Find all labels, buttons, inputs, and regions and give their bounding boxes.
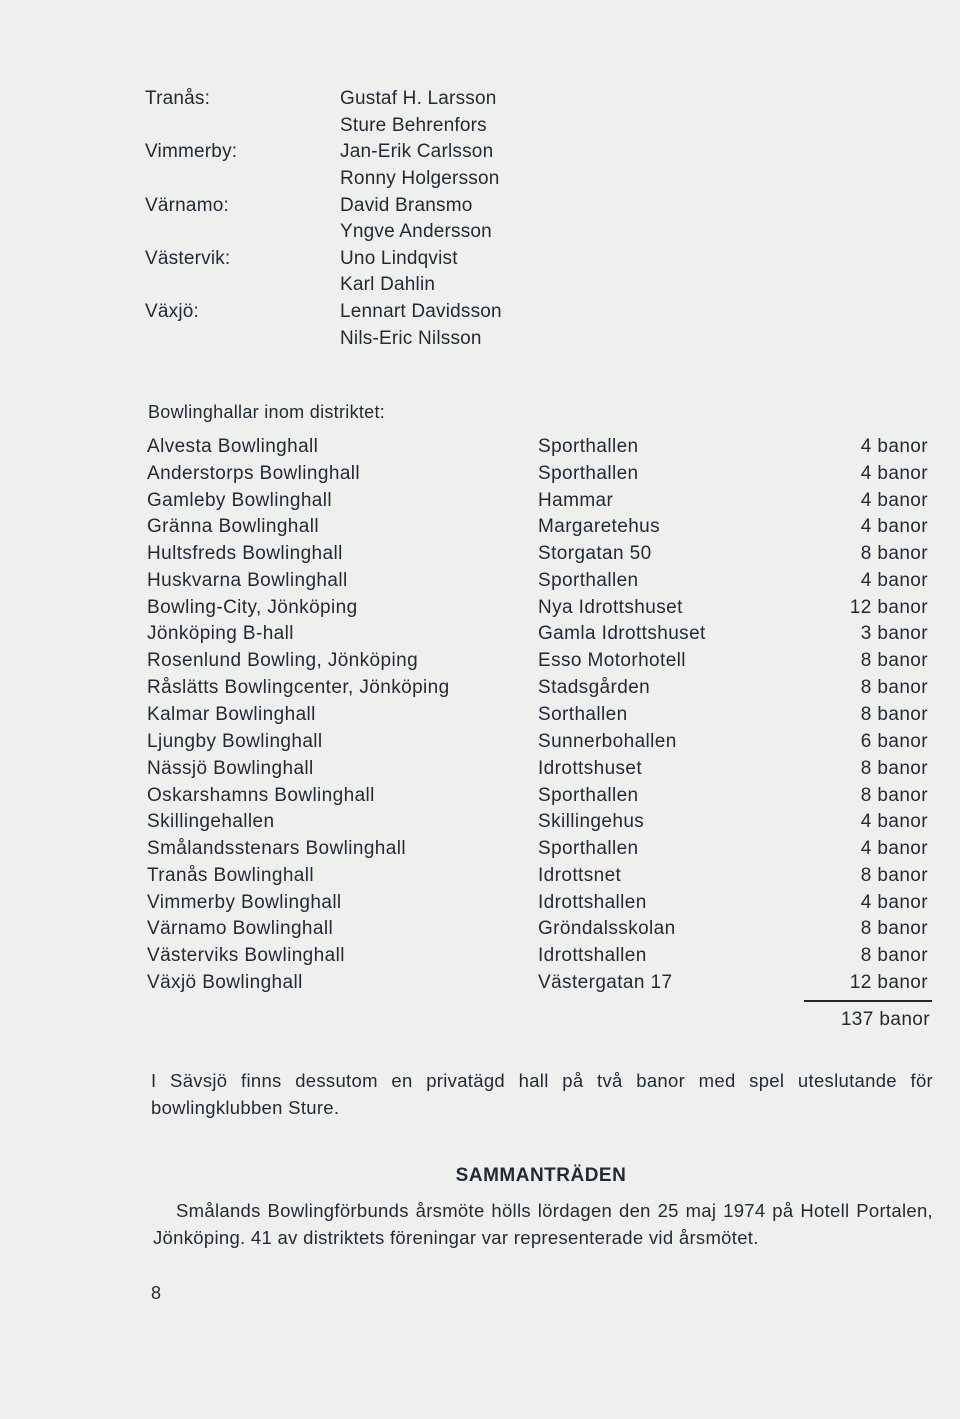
hall-row xyxy=(0,436,960,463)
hall-lanes: 12 banor xyxy=(849,597,928,618)
hall-lanes: 8 banor xyxy=(860,650,928,671)
hall-row xyxy=(0,650,960,677)
hall-name: Huskvarna Bowlinghall xyxy=(147,570,348,591)
hall-lanes: 12 banor xyxy=(849,972,928,993)
hall-lanes: 4 banor xyxy=(860,436,928,457)
hall-name: Växjö Bowlinghall xyxy=(147,972,303,993)
hall-lanes: 4 banor xyxy=(860,570,928,591)
hall-row xyxy=(0,892,960,919)
hall-name: Gamleby Bowlinghall xyxy=(147,490,333,511)
hall-name: Skillingehallen xyxy=(147,811,275,832)
hall-lanes: 8 banor xyxy=(860,543,928,564)
hall-lanes: 6 banor xyxy=(860,731,928,752)
hall-venue: Sporthallen xyxy=(538,838,639,859)
hall-name: Västerviks Bowlinghall xyxy=(147,945,345,966)
hall-name: Vimmerby Bowlinghall xyxy=(147,892,342,913)
hall-lanes: 4 banor xyxy=(860,892,928,913)
hall-row xyxy=(0,570,960,597)
hall-name: Gränna Bowlinghall xyxy=(147,516,319,537)
hall-venue: Skillingehus xyxy=(538,811,645,832)
hall-lanes: 8 banor xyxy=(860,785,928,806)
hall-venue: Idrottsnet xyxy=(538,865,622,886)
hall-venue: Sporthallen xyxy=(538,436,639,457)
hall-venue: Idrottshuset xyxy=(538,758,643,779)
hall-row xyxy=(0,731,960,758)
hall-venue: Västergatan 17 xyxy=(538,972,673,993)
hall-name: Alvesta Bowlinghall xyxy=(147,436,319,457)
hall-name: Råslätts Bowlingcenter, Jönköping xyxy=(147,677,450,698)
hall-name: Hultsfreds Bowlinghall xyxy=(147,543,343,564)
contact-town: Värnamo: xyxy=(145,195,229,216)
hall-venue: Stadsgården xyxy=(538,677,651,698)
hall-row xyxy=(0,490,960,517)
contact-name: Jan-Erik Carlsson xyxy=(340,141,494,162)
hall-lanes: 8 banor xyxy=(860,865,928,886)
hall-row xyxy=(0,677,960,704)
private-hall-note: I Sävsjö finns dessutom en privatägd hall på två banor med spel uteslutande för bowlingklubben Sture. xyxy=(151,1070,933,1118)
hall-venue: Sorthallen xyxy=(538,704,628,725)
hall-venue: Esso Motorhotell xyxy=(538,650,686,671)
total-lanes: 137 banor xyxy=(840,1009,930,1030)
meetings-text: Smålands Bowlingförbunds årsmöte hölls lördagen den 25 maj 1974 på Hotell Portalen, Jönköping. 41 av distriktets föreningar var representerade vid årsmötet. xyxy=(153,1200,933,1248)
hall-row xyxy=(0,918,960,945)
hall-row xyxy=(0,543,960,570)
hall-row xyxy=(0,945,960,972)
hall-name: Nässjö Bowlinghall xyxy=(147,758,314,779)
page-number: 8 xyxy=(151,1283,162,1303)
hall-row xyxy=(0,785,960,812)
hall-row xyxy=(0,597,960,624)
hall-venue: Sporthallen xyxy=(538,463,639,484)
hall-name: Anderstorps Bowlinghall xyxy=(147,463,361,484)
contact-name: David Bransmo xyxy=(340,195,473,216)
hall-name: Bowling-City, Jönköping xyxy=(147,597,358,618)
hall-name: Jönköping B-hall xyxy=(147,623,294,644)
hall-name: Smålandsstenars Bowlinghall xyxy=(147,838,406,859)
contact-name: Ronny Holgersson xyxy=(340,168,500,189)
contact-name: Lennart Davidsson xyxy=(340,301,502,322)
contact-name: Yngve Andersson xyxy=(340,221,492,242)
hall-venue: Sunnerbohallen xyxy=(538,731,677,752)
contact-name: Uno Lindqvist xyxy=(340,248,458,269)
contact-name: Sture Behrenfors xyxy=(340,115,487,136)
hall-name: Tranås Bowlinghall xyxy=(147,865,315,886)
hall-row xyxy=(0,972,960,999)
contact-town: Vimmerby: xyxy=(145,141,238,162)
meetings-heading: SAMMANTRÄDEN xyxy=(455,1165,627,1186)
hall-row xyxy=(0,516,960,543)
hall-lanes: 8 banor xyxy=(860,758,928,779)
hall-venue: Gröndalsskolan xyxy=(538,918,676,939)
contact-town: Växjö: xyxy=(145,301,200,322)
contact-town: Tranås: xyxy=(145,88,211,109)
hall-venue: Storgatan 50 xyxy=(538,543,652,564)
hall-lanes: 3 banor xyxy=(860,623,928,644)
hall-name: Kalmar Bowlinghall xyxy=(147,704,316,725)
hall-name: Ljungby Bowlinghall xyxy=(147,731,323,752)
hall-lanes: 8 banor xyxy=(860,945,928,966)
hall-venue: Nya Idrottshuset xyxy=(538,597,683,618)
hall-venue: Hammar xyxy=(538,490,614,511)
contact-town: Västervik: xyxy=(145,248,231,269)
hall-row xyxy=(0,811,960,838)
hall-venue: Idrottshallen xyxy=(538,945,647,966)
hall-name: Rosenlund Bowling, Jönköping xyxy=(147,650,419,671)
hall-name: Oskarshamns Bowlinghall xyxy=(147,785,375,806)
hall-name: Värnamo Bowlinghall xyxy=(147,918,334,939)
hall-row xyxy=(0,463,960,490)
hall-venue: Gamla Idrottshuset xyxy=(538,623,706,644)
hall-venue: Sporthallen xyxy=(538,785,639,806)
total-underline xyxy=(804,1000,932,1002)
hall-venue: Sporthallen xyxy=(538,570,639,591)
hall-lanes: 4 banor xyxy=(860,838,928,859)
hall-lanes: 8 banor xyxy=(860,918,928,939)
hall-lanes: 8 banor xyxy=(860,677,928,698)
hall-row xyxy=(0,623,960,650)
hall-row xyxy=(0,758,960,785)
hall-row xyxy=(0,865,960,892)
hall-lanes: 4 banor xyxy=(860,811,928,832)
hall-row xyxy=(0,704,960,731)
contact-name: Gustaf H. Larsson xyxy=(340,88,497,109)
hall-venue: Idrottshallen xyxy=(538,892,647,913)
hall-row xyxy=(0,838,960,865)
hall-lanes: 4 banor xyxy=(860,516,928,537)
hall-lanes: 8 banor xyxy=(860,704,928,725)
halls-heading: Bowlinghallar inom distriktet: xyxy=(148,402,386,422)
hall-lanes: 4 banor xyxy=(860,490,928,511)
contact-name: Karl Dahlin xyxy=(340,274,436,295)
contact-name: Nils-Eric Nilsson xyxy=(340,328,482,349)
hall-lanes: 4 banor xyxy=(860,463,928,484)
hall-venue: Margaretehus xyxy=(538,516,661,537)
